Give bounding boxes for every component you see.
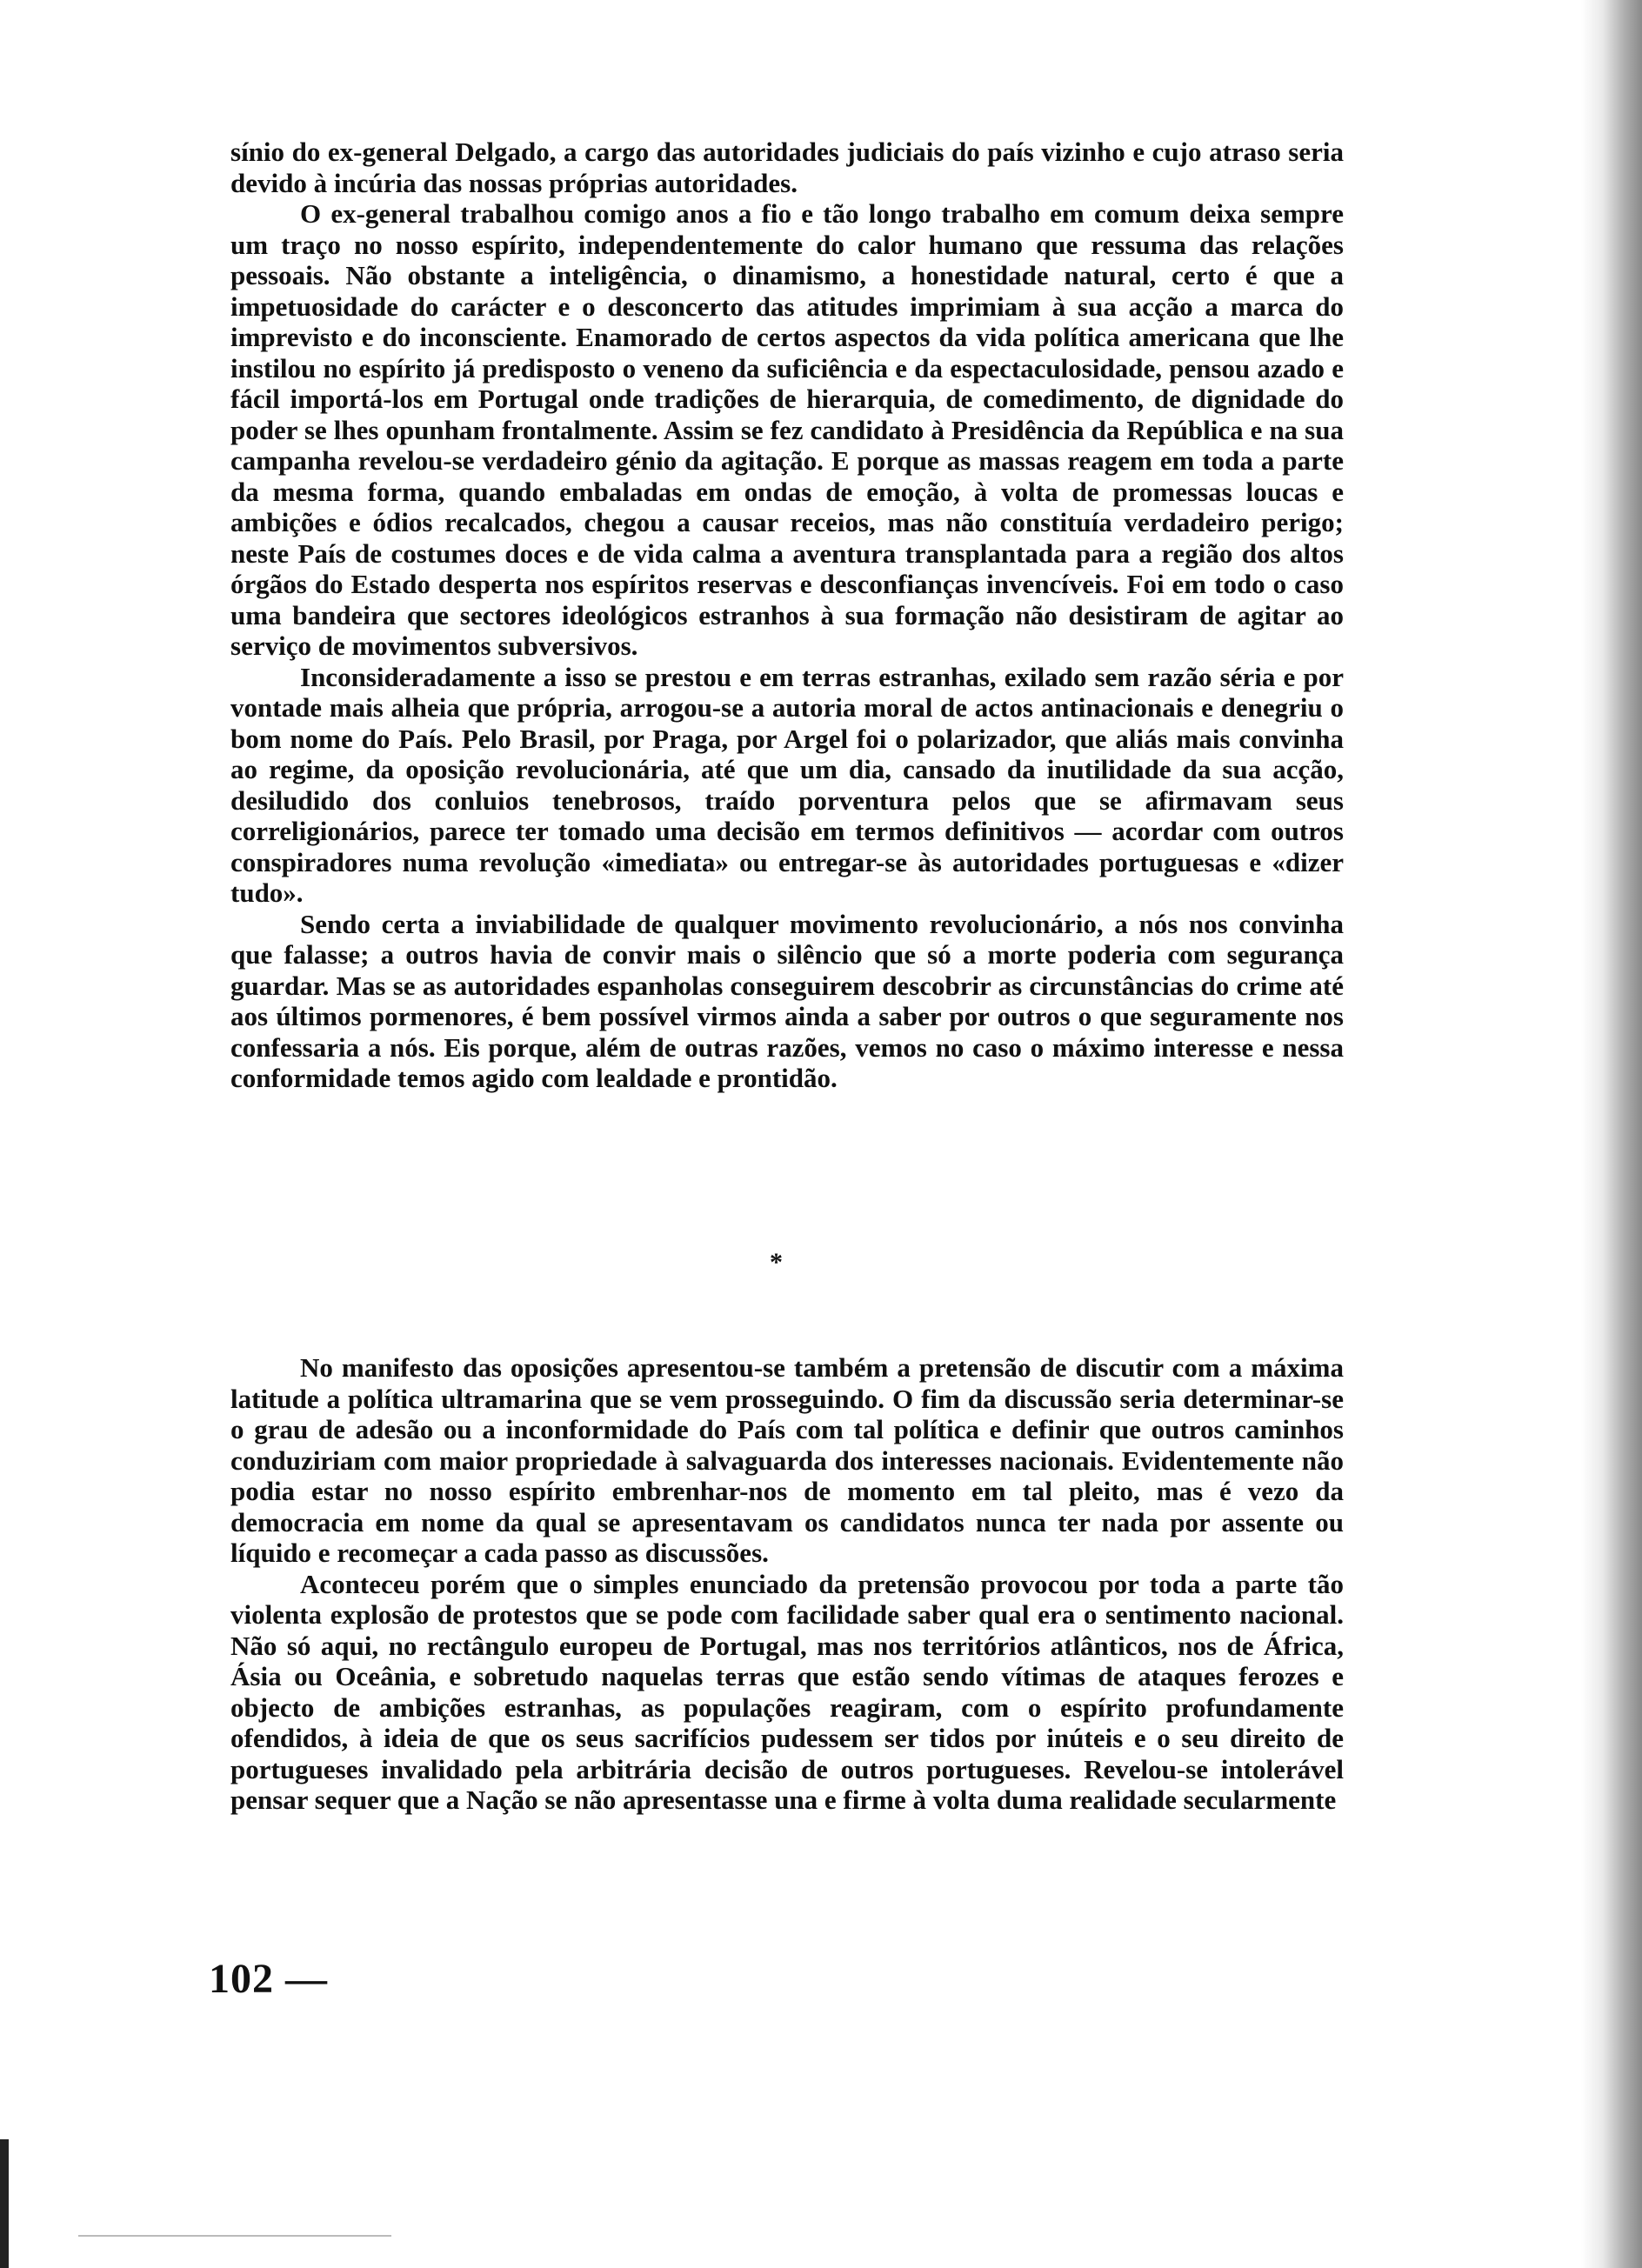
scan-left-mark — [0, 2139, 9, 2268]
text-block-upper — [230, 137, 1344, 1094]
page-number: 102 — — [209, 1956, 328, 2002]
scanned-page-edge — [1581, 0, 1642, 2268]
text-block-lower — [230, 1352, 1344, 1816]
scan-bottom-line — [78, 2235, 391, 2237]
section-separator: * — [770, 1248, 783, 1277]
paragraph-2: O ex-general trabalhou comigo anos a fio e tão longo trabalho em comum deixa sempre um traço no nosso espírito, independentemente do calor humano que ressuma das relações pessoais. Não obstante a inteligência, o dinamismo, a honestidade natural, certo é que a impetuosidade do carácter e o desconcerto das atitudes imprimiam à sua acção a marca do imprevisto e do inconsciente. Enamorado de certos aspectos da vida política americana que lhe instilou no espírito já predisposto o veneno da suficiência e da espectaculosidade, pensou azado e fácil importá-los em Portugal onde tradições de hierarquia, de comedimento, de dignidade do poder se lhes opunham frontalmente. Assim se fez candidato à Presidência da República e na sua campanha revelou-se verdadeiro génio da agitação. E porque as massas reagem em toda a parte da mesma forma, quando embaladas em ondas de emoção, à volta de promessas loucas e ambições e ódios recalcados, chegou a causar receios, mas não constituía verdadeiro perigo; neste País de costumes doces e de vida calma a aventura transplantada para a região dos altos órgãos do Estado desperta nos espíritos reservas e desconfianças invencíveis. Foi em todo o caso uma bandeira que sectores ideológicos estranhos à sua formação não desistiram de agitar ao serviço de movimentos subversivos. — [230, 198, 1344, 661]
paragraph-3: Inconsideradamente a isso se prestou e em terras estranhas, exilado sem razão séria e por vontade mais alheia que própria, arrogou-se a autoria moral de actos antinacionais e denegriu o bom nome do País. Pelo Brasil, por Praga, por Argel foi o polarizador, que aliás mais convinha ao regime, da oposição revolucionária, até que um dia, cansado da inutilidade da sua acção, desiludido dos conluios tenebrosos, traído porventura pelos que se afirmavam seus correligionários, parece ter tomado uma decisão em termos definitivos — acordar com outros conspiradores numa revolução «imediata» ou entregar-se às autoridades portuguesas e «dizer tudo». — [230, 661, 1344, 908]
paragraph-5: No manifesto das oposições apresentou-se também a pretensão de discutir com a máxima latitude a política ultramarina que se vem prosseguindo. O fim da discussão seria determinar-se o grau de adesão ou a inconformidade do País com tal política e definir que outros caminhos conduziriam com maior propriedade à salvaguarda dos interesses nacionais. Evidentemente não podia estar no nosso espírito embrenhar-nos de momento em tal pleito, mas é vezo da democracia em nome da qual se apresentavam os candidatos nunca ter nada por assente ou líquido e recomeçar a cada passo as discussões. — [230, 1352, 1344, 1568]
paragraph-4: Sendo certa a inviabilidade de qualquer movimento revolucionário, a nós nos convinha que falasse; a outros havia de convir mais o silêncio que só a morte poderia com segurança guardar. Mas se as autoridades espanholas conseguirem descobrir as circunstâncias do crime até aos últimos pormenores, é bem possível virmos ainda a saber por outros o que seguramente nos confessaria a nós. Eis porque, além de outras razões, vemos no caso o máximo interesse e nessa conformidade temos agido com lealdade e prontidão. — [230, 908, 1344, 1093]
paragraph-1: sínio do ex-general Delgado, a cargo das autoridades judiciais do país vizinho e cujo atraso seria devido à incúria das nossas próprias autoridades. — [230, 137, 1344, 198]
paragraph-6: Aconteceu porém que o simples enunciado da pretensão provocou por toda a parte tão violenta explosão de protestos que se pode com facilidade saber qual era o sentimento nacional. Não só aqui, no rectângulo europeu de Portugal, mas nos territórios atlânticos, nos de África, Ásia ou Oceânia, e sobretudo naquelas terras que estão sendo vítimas de ataques ferozes e objecto de ambições estranhas, as populações reagiram, com o espírito profundamente ofendidos, à ideia de que os seus sacrifícios pudessem ser tidos por inúteis e o seu direito de portugueses invalidado pela arbitrária decisão de outros portugueses. Revelou-se intolerável pensar sequer que a Nação se não apresentasse una e firme à volta duma realidade secularmente — [230, 1568, 1344, 1815]
